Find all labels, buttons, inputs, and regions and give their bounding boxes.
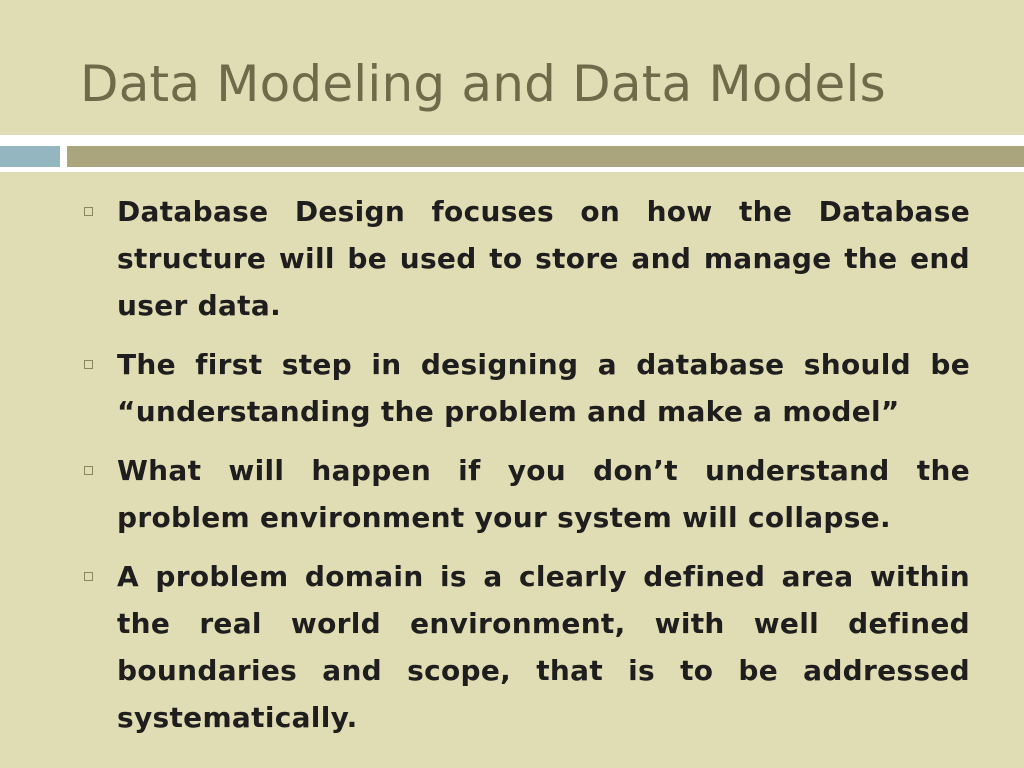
- hollow-square-icon: [84, 572, 93, 581]
- bullet-item: [80, 447, 970, 541]
- bullet-text: Database Design focuses on how the Database structure will be used to store and manage the end user data.: [117, 195, 970, 322]
- bullet-list: [80, 188, 970, 753]
- title-divider-olive-bar: [67, 146, 1024, 167]
- bullet-text: What will happen if you don’t understand the problem environment your system will collapse.: [117, 454, 970, 534]
- bullet-item: [80, 553, 970, 741]
- hollow-square-icon: [84, 360, 93, 369]
- slide-title: Data Modeling and Data Models: [80, 55, 886, 113]
- hollow-square-icon: [84, 466, 93, 475]
- bullet-text: A problem domain is a clearly defined area within the real world environment, with well defined boundaries and scope, that is to be addressed systematically.: [117, 560, 970, 734]
- title-divider-bottom-line: [0, 167, 1024, 172]
- bullet-item: [80, 341, 970, 435]
- bullet-item: [80, 188, 970, 329]
- title-divider-blue-block: [0, 146, 60, 167]
- hollow-square-icon: [84, 207, 93, 216]
- bullet-text: The first step in designing a database should be “understanding the problem and make a model”: [117, 348, 970, 428]
